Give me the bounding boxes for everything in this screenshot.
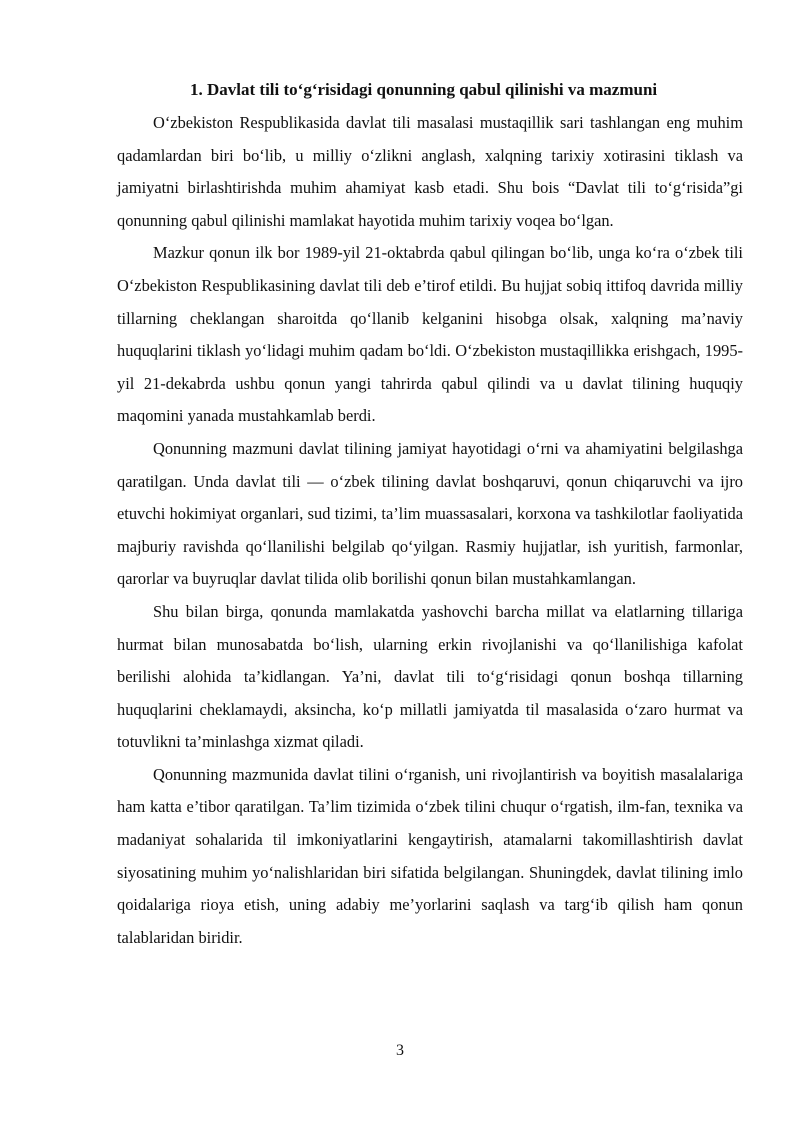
paragraph: Qonunning mazmuni davlat tilining jamiyat hayotidagi oʻrni va ahamiyatini belgilashga qaratilgan. Unda davlat tili — oʻzbek tilining davlat boshqaruvi, qonun chiqaruvchi va ijro etuvchi hokimiyat organlari, sud tizimi, ta’lim muassasalari, korxona va tashkilotlar faoliyatida majburiy ravishda qoʻllanilishi belgilab qoʻyilgan. Rasmiy hujjatlar, ish yuritish, farmonlar, qarorlar va buyruqlar davlat tilida olib borilishi qonun bilan mustahkamlangan.: [117, 438, 743, 589]
paragraph: Qonunning mazmunida davlat tilini oʻrganish, uni rivojlantirish va boyitish masalalariga ham katta e’tibor qaratilgan. Ta’lim tizimida oʻzbek tilini chuqur oʻrgatish, ilm-fan, texnika va madaniyat sohalarida til imkoniyatlarini kengaytirish, atamalarni takomillashtirish davlat siyosatining muhim yoʻnalishlaridan biri sifatida belgilangan. Shuningdek, davlat tilining imlo qoidalariga rioya etish, uning adabiy me’yorlarini saqlash va targʻib qilish ham qonun talablaridan biridir.: [117, 764, 743, 947]
section-heading: 1. Davlat tili toʻgʻrisidagi qonunning qabul qilinishi va mazmuni: [190, 80, 658, 99]
document-page: [117, 76, 743, 954]
paragraph: Mazkur qonun ilk bor 1989-yil 21-oktabrda qabul qilingan boʻlib, unga koʻra oʻzbek tili Oʻzbekiston Respublikasining davlat tili deb e’tirof etildi. Bu hujjat sobiq ittifoq davrida milliy tillarning cheklangan sharoitda qoʻllanib kelganini hisobga olsak, xalqning ma’naviy huquqlarini tiklash yoʻlidagi muhim qadam boʻldi. Oʻzbekiston mustaqillikka erishgach, 1995-yil 21-dekabrda ushbu qonun yangi tahrirda qabul qilindi va u davlat tilining huquqiy maqomini yanada mustahkamlab berdi.: [117, 243, 743, 426]
paragraph: Shu bilan birga, qonunda mamlakatda yashovchi barcha millat va elatlarning tillariga hurmat bilan munosabatda boʻlish, ularning erkin rivojlanishi va qoʻllanilishiga kafolat berilishi alohida ta’kidlangan. Ya’ni, davlat tili toʻgʻrisidagi qonun boshqa tillarning huquqlarini cheklamaydi, aksincha, koʻp millatli jamiyatda til masalasida oʻzaro hurmat va totuvlikni ta’minlashga xizmat qiladi.: [117, 601, 743, 752]
page-number: 3: [396, 1042, 404, 1059]
paragraph: Oʻzbekiston Respublikasida davlat tili masalasi mustaqillik sari tashlangan eng muhim qadamlardan biri boʻlib, u milliy oʻzlikni anglash, xalqning tarixiy xotirasini tiklash va jamiyatni birlashtirishda muhim ahamiyat kasb etadi. Shu bois “Davlat tili toʻgʻrisida”gi qonunning qabul qilinishi mamlakat hayotida muhim tarixiy voqea boʻlgan.: [117, 113, 743, 230]
